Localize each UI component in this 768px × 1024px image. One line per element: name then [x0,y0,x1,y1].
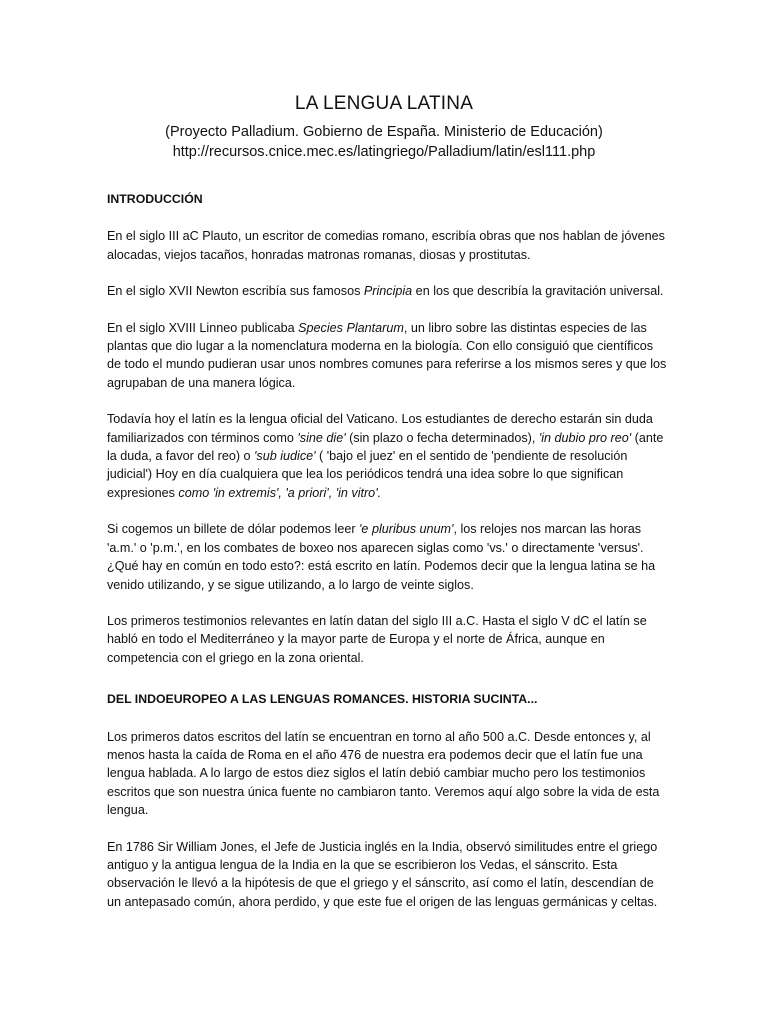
text-run: (ante la duda, a favor del reo) o [107,430,664,464]
paragraph-billete [107,520,667,594]
text-run: Todavía hoy el latín es la lengua oficial del Vaticano. Los estudiantes de derecho estarán sin duda familiarizados con términos como [107,412,653,445]
italic-run: Species Plantarum [298,320,404,335]
paragraph-william-jones: En 1786 Sir William Jones, el Jefe de Justicia inglés en la India, observó similitudes entre el griego antiguo y la antigua lengua de la India en la que se escribieron los Vedas, el sánscrito. Esta observación le llevó a la hipótesis de que el griego y el sánscrito, así como el latín, descendían de un antepasado común, ahora perdido, y que este fue el origen de las lenguas germánicas y celtas. [107,839,658,909]
document-header [0,92,768,162]
paragraph-plauto: En el siglo III aC Plauto, un escritor de comedias romano, escribía obras que nos hablan de jóvenes alocadas, viejos tacaños, honradas matronas romanas, diosas y prostitutas. [107,229,665,262]
document-body [107,190,667,929]
document-title: LA LENGUA LATINA [294,93,474,114]
italic-run: 'sub iudice' [254,449,316,464]
italic-run: 'in dubio pro reo' [538,430,632,445]
italic-run: 'sine die' [297,430,346,445]
section-heading-introduccion: INTRODUCCIÓN [107,192,203,206]
italic-run: como 'in extremis', 'a priori', 'in vitro'. [178,485,382,500]
italic-run: Principia [363,284,413,299]
document-subtitle: (Proyecto Palladium. Gobierno de España. Ministerio de Educación) [165,124,603,140]
text-run: En el siglo XVII Newton escribía sus famosos [107,284,364,299]
text-run: ( 'bajo el juez' en el sentido de 'pendiente de resolución judicial') Hoy en día cualquiera que lea los periódicos tendrá una idea sobre lo que significan expresiones [107,449,628,500]
italic-run: 'e pluribus unum' [359,522,454,537]
text-run: en los que describía la gravitación universal. [412,284,664,299]
text-run: (sin plazo o fecha determinados), [345,430,539,445]
source-url: http://recursos.cnice.mec.es/latingriego/Palladium/latin/esl111.php [172,144,596,160]
paragraph-vaticano [107,410,667,502]
section-heading-historia: DEL INDOEUROPEO A LAS LENGUAS ROMANCES. HISTORIA SUCINTA... [107,692,538,707]
paragraph-linneo [107,319,667,393]
paragraph-testimonios: Los primeros testimonios relevantes en latín datan del siglo III a.C. Hasta el siglo V dC el latín se habló en todo el Mediterráneo y la mayor parte de Europa y el norte de África, aunque en competencia con el griego en la zona oriental. [107,613,647,665]
text-run: En el siglo XVIII Linneo publicaba [107,320,299,335]
text-run: , los relojes nos marcan las horas 'a.m.' o 'p.m.', en los combates de boxeo nos aparecen siglas como 'vs.' o directamente 'versus'. ¿Qué hay en común en todo esto?: está escrito en latín. Podemos decir que la lengua latina se ha venido utilizando, y se sigue utilizando, a lo largo de veinte siglos. [107,522,656,592]
text-run: Si cogemos un billete de dólar podemos leer [107,522,360,537]
text-run: , un libro sobre las distintas especies de las plantas que dio lugar a la nomenclatura moderna en la biología. Con ello consiguió que científicos de todo el mundo pudieran usar unos nombres comunes para referirse a los mismos seres y que los agrupaban de una manera lógica. [107,320,667,390]
paragraph-newton [107,282,667,300]
paragraph-primeros-datos: Los primeros datos escritos del latín se encuentran en torno al año 500 a.C. Desde entonces y, al menos hasta la caída de Roma en el año 476 de nuestra era podemos decir que el latín fue una lengua hablada. A lo largo de estos diez siglos el latín debió cambiar mucho pero los testimonios escritos que son nuestra única fuente no cambiaron tanto. Veremos aquí algo sobre la vida de esta lengua. [107,729,660,818]
